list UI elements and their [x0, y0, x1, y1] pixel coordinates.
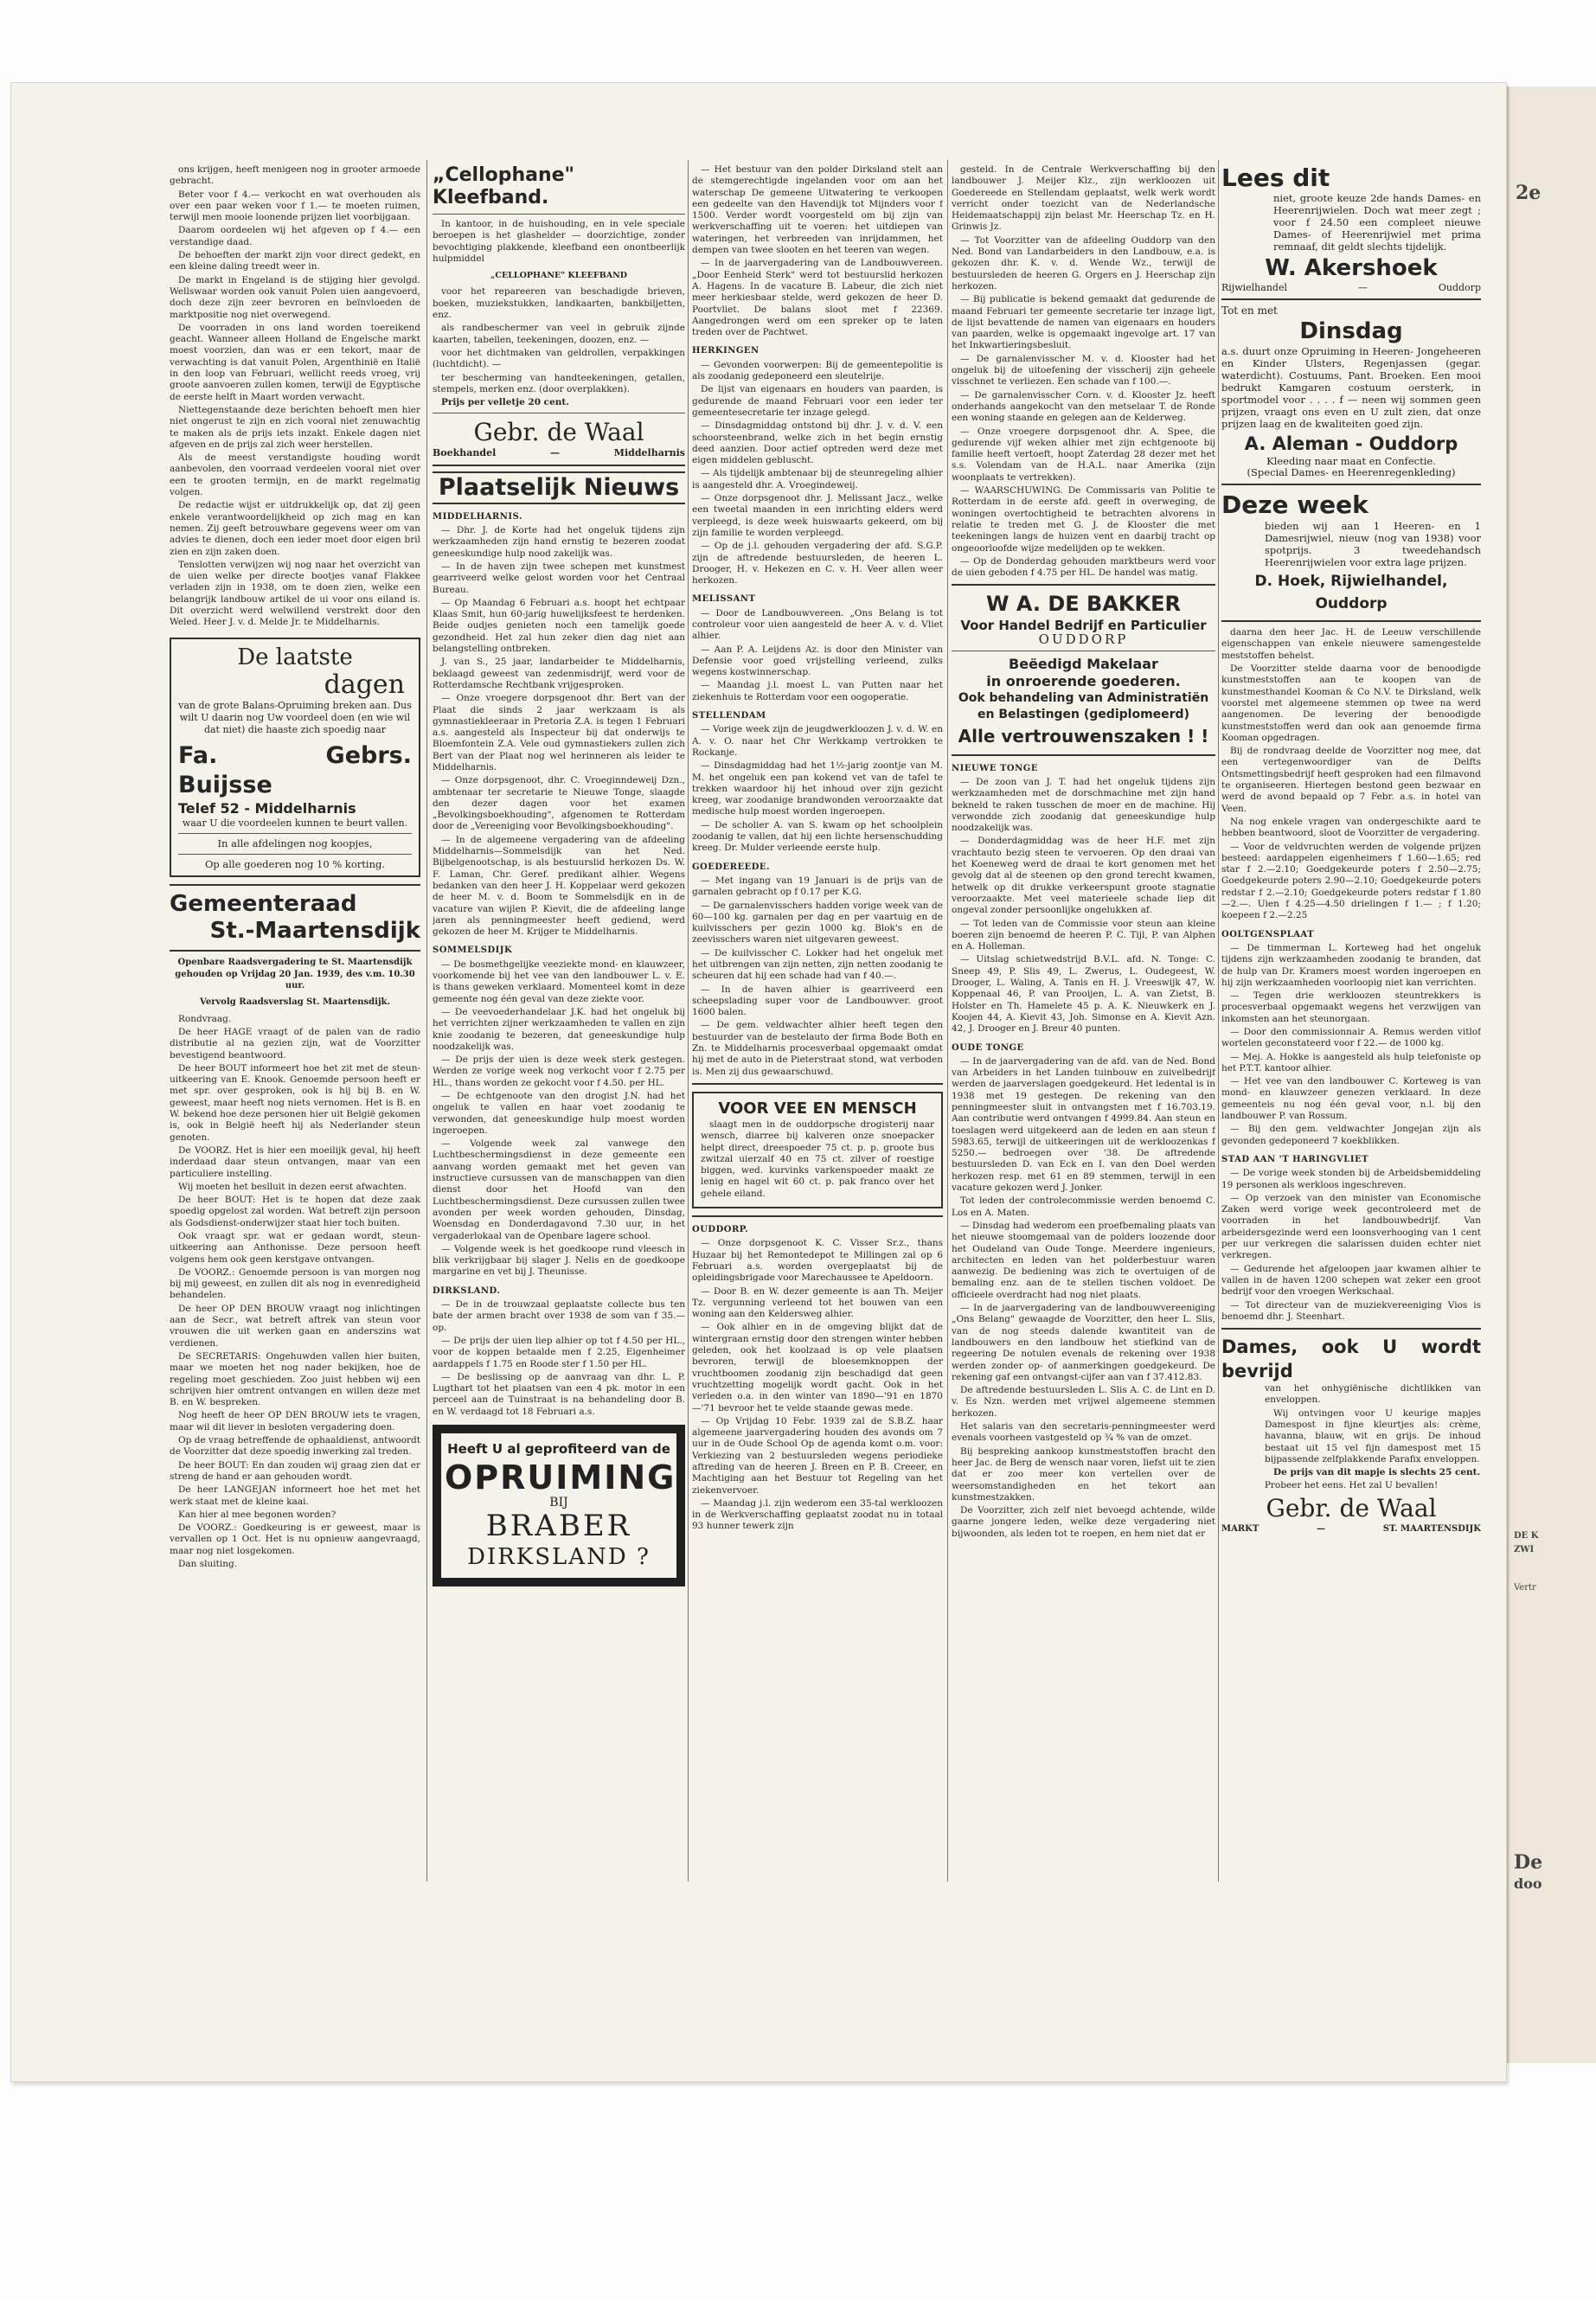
paragraph: — De kuilvisscher C. Lokker had het ongeluk met het uitbrengen van zijn netten, zijn netten zoodanig te scheuren dat hij een schade had van f 40.—. [692, 947, 943, 982]
onion-market-article [170, 164, 420, 629]
ad-firm: Gebr. de Waal [1266, 1493, 1437, 1522]
ad-hoek [1221, 490, 1481, 615]
section-heading: OOLTGENSPLAAT [1221, 929, 1315, 939]
paragraph: Ook vraagt spr. wat er gedaan wordt, steun-uitkeering aan Anthonisse. Deze persoon heeft volgens hem ook geen kerstgave ontvangen. [170, 1231, 420, 1265]
paragraph: — In de jaarvergadering van de Landbouwvereen. „Door Eenheid Sterk" werd tot bestuurslid herkozen A. Hagens. In de vacature B. Labeur, die zich niet meer herkiesbaar stelde, werd gekozen de heer D. Poortvliet. De balans sloot met f 22369. Aangedrongen werd om een spreker op te laten treden over de Pachtwet. [692, 258, 943, 338]
local-news-continued [692, 164, 943, 1078]
column-2: „Cellophane" Kleefband. In kantoor, in de huishouding, en in vele speciale beroepen is het glashelder — doorzichtige, zonder bevochtiging plakkende, kleefband een onontbeerlijk hulpmiddel „CELLOPHANE" KLEEFBAND voor het repareeren van beschadigde brieven, boeken, muziekstukken, landkaarten, bankbiljetten, enz. als randbeschermer van veel in gebruik zijnde kaarten, tabellen, teekeningen, doozen, enz. — voor het dichtmaken van geldrollen, verpakkingen (luchtdicht). — ter bescherming van handteekeningen, getallen, stempels, merken enz. (door overplakken). Prijs per velletje 20 cent. Gebr. de Waal Boekhandel — Middelharnis Plaatselijk Nieuws MIDDELHARNIS. — Dhr. J. de Korte had het ongeluk tijdens zijn werkzaamheden zijn hand ernstig te bezeren zoodat geneeskundige hulp nood zakelijk was. — In de haven zijn twee schepen met kunstmest gearriveerd welke gelost worden voor het Centraal Bureau. — Op Maandag 6 Februari a.s. hoopt het echtpaar Klaas Smit, hun 60-jarig huwelijksfeest te herdenken. Beide oudjes genieten noch een tamelijk goede gezondheid. Het zal hun zeker dien dag niet aan belangstelling ontbreken. J. van S., 25 jaar, landarbeider te Middelharnis, beklaagd geweest van zedenmisdrijf, werd voor de Rotterdamsche Rechtbank vrijgesproken. — Onze vroegere dorpsgenoot dhr. Bert van der Plaat die sinds 2 jaar werkzaam is als gymnastiekleeraar in Pretoria Z.A. is tegen 1 Februari a.s. aangesteld als Inspecteur bij dat onderwijs te Bloemfontein Z.A. Vele oud gymnastiekers zullen zich Bert van der Plaat nog wel herinneren als leider te Middelharnis. — Onze dorpsgenoot, dhr. C. Vroeginndeweij Dzn., ambtenaar ter secretarie te Nieuwe Tonge, slaagde den dezer dagen voor het examen „Bevolkingsboekhouding", afgenomen te Rotterdam door de „Vereeniging voor Bevolkingsboekhouding". — In de algemeene vergadering van de afdeeling Middelharnis—Sommelsdijk van het Ned. Bijbelgenootschap, is als bestuurslid herkozen Ds. W. F. Laman, Chr. Geref. predikant alhier. Wegens bedanken van den heer J. H. Koppelaar werd gekozen de heer M. v. d. Boom te Sommelsdijk en in de vacature van wijlen P. Kievit, die de afdeeling lange jaren als penningmeester heeft gediend, werd gekozen de heer M. Krijger te Middelharnis. SOMMELSDIJK — De bosmethgelijke veeziekte mond- en klauwzeer, voorkomende bij het vee van den landbouwer L. v. E. is thans geweken verklaard. Momenteel komt in deze gemeente nog één geval van deze ziekte voor. — De veevoederhandelaar J.K. had het ongeluk bij het verrichten zijner werkzaamheden te vallen en zijn knie zoodanig te bezeren, dat geneeskundige hulp noodzakelijk was. — De prijs der uien is deze week sterk gestegen. Werden ze vorige week nog verkocht voor f 2.75 per HL., thans worden ze gekocht voor f 4.50. per HL. — De echtgenoote van den drogist J.N. had het ongeluk te vallen en haar voet zoodanig te verwonden, dat geneeskundige hulp moest worden ingeroepen. — Volgende week zal vanwege den Luchtbeschermingsdienst in deze gemeente een aanvang worden gemaakt met het geven van instructieve cursussen van de manschappen van dien dienst door het Hoofd van den Luchtbeschermingsdienst. Deze cursussen zullen twee avonden per week worden gehouden, Dinsdag, Woensdag en Donderdagavond 7.30 uur, in het vergaderlokaal van de Openbare lagere school. — Volgende week is het goedkoope rund vleesch in blik verkrijgbaar bij slager J. Nelis en de goedkoope margarine en vet bij J. Theunisse. DIRKSLAND. — De in de trouwzaal geplaatste collecte bus ten bate der armen bracht over 1938 de som van f 35.— op. — De prijs der uien liep alhier op tot f 4.50 per HL., voor de koppen betaalde men f 2.25, Eigenheimer aardappels f 1.75 en Roode ster f 1.50 per HL. — De beslissing op de aanvraag van dhr. L. P. Lugthart tot het plaatsen van een 4 pk. motor in een perceel aan de Tuinstraat is na behandeling door B. en W. verdaagd tot 18 Februari a.s. Heeft U al geprofiteerd van de OPRUIMING BIJ BRABER DIRKSLAND ? [433, 164, 685, 1903]
ad-title: dagen [324, 669, 405, 700]
paragraph: De VOORZ.: Genoemde persoon is van morgen nog bij mij geweest, en zullen dit als nog in evenredigheid behandelen. [170, 1266, 420, 1301]
ad-slogan: Alle vertrouwenszaken ! ! [958, 725, 1209, 747]
paragraph: — Gevonden voorwerpen: Bij de gemeentepolitie is als zoodanig gedeponeerd een sleutelrije. [692, 359, 943, 382]
paragraph: Kan hier al mee begonen worden? [178, 1509, 337, 1520]
paragraph: — Volgende week zal vanwege den Luchtbeschermingsdienst in deze gemeente een aanvang worden gemaakt met het geven van instructieve cursussen van de manschappen van dien dienst door het Hoofd van den Luchtbeschermingsdienst. Deze cursussen zullen twee avonden per week worden gehouden, Dinsdag, Woensdag en Donderdagavond 7.30 uur, in het vergaderlokaal van de Openbare lagere school. [433, 1138, 685, 1241]
paragraph: De heer OP DEN BROUW vraagt nog inlichtingen aan de Secr., wat betreft aftrek van steun voor vrouwen die uit werken gaan en anderszins wat verdienen. [170, 1303, 420, 1349]
paragraph: De redactie wijst er uitdrukkelijk op, dat zij geen enkele verantwoordelijkheid op zich mag en kan nemen. Zij geeft betrouwbare gegevens weer om van advies te dienen, doch een ieder moet door eigen bril zien en zijn zaken doen. [170, 500, 420, 557]
ad-text: van het onhygiënische dichtlikken van enveloppen. [1265, 1383, 1481, 1406]
paragraph: voor het dichtmaken van geldrollen, verpakkingen (luchtdicht). — [433, 347, 685, 370]
paragraph: — Volgende week is het goedkoope rund vleesch in blik verkrijgbaar bij slager J. Nelis en de goedkoope margarine en vet bij J. Theunisse. [433, 1243, 685, 1278]
ad-vee [692, 1092, 943, 1208]
ad-text: niet, groote keuze 2de hands Dames- en Heerenrijwielen. Doch wat meer zegt ; voor f 24.50 een compleet nieuwe Dames- of Heerenrijwiel met prima remnaaf, dit geldt slechts tijdelijk. [1273, 192, 1481, 253]
nieuwe-tonge-news [952, 777, 1215, 1035]
paragraph: Het salaris van den secretaris-penningmeester werd evenals voorheen vastgesteld op ¾ % van de omzet. [952, 1421, 1215, 1444]
section-heading: STAD AAN 'T HARINGVLIET [1221, 1154, 1369, 1164]
paragraph: De heer LANGEJAN informeert hoe het met het werk staat met de kleine kaai. [170, 1484, 420, 1507]
paragraph: — De vorige week stonden bij de Arbeidsbemiddeling 19 personen als werkloos ingeschreven. [1221, 1168, 1481, 1190]
section-heading: OUDDORP. [692, 1225, 749, 1235]
paragraph: — Bij den gem. veldwachter Jongejan zijn als gevonden gedeponeerd 7 koekblikken. [1221, 1124, 1481, 1146]
paragraph: — De gem. veldwachter alhier heeft tegen den bestuurder van de bestelauto der firma Bode Both en Zn. te Middelharnis procesverbaal opgemaakt omdat hij met de auto in de Pieterstraat stond, wat verboden is. Men zij dus gewaarschuwd. [692, 1020, 943, 1077]
ad-text: Kleeding naar maat en Confectie. [1266, 454, 1436, 467]
meeting-continued [1221, 627, 1481, 921]
column-5 [1221, 164, 1481, 1903]
paragraph: — De timmerman L. Korteweg had het ongeluk tijdens zijn werkzaamheden zoodanig te branden, dat de hulp van Dr. Kramers moest worden ingeroepen en hij zijn werkzaamheden voorloopig niet kan verrichten. [1221, 942, 1481, 988]
section-heading: STELLENDAM [692, 711, 766, 721]
paragraph: — Tot leden van de Commissie voor steun aan kleine boeren zijn benoemd de heeren P. C. Tijl, P. van Alphen en A. Holleman. [952, 918, 1215, 952]
paragraph: — Als tijdelijk ambtenaar bij de steunregeling alhier is aangesteld dhr. A. Vroegindeweij. [692, 468, 943, 490]
ad-firm: BRABER [485, 1509, 632, 1544]
paragraph: De markt in Engeland is de stijging hier gevolgd. Wellswaar worden ook vanuit Polen uien aangevoerd, doch deze zijn zeer bevroren en beïnvloeden de marktpositie nog niet overwegend. [170, 274, 420, 320]
oude-tonge-news [952, 1056, 1215, 1540]
paragraph: — In de jaarvergadering van de afd. van de Ned. Bond van Arbeiders in het Landen tuinbouw en zuivelbedrijf werden de jaarverslagen goedgekeurd. Het ledental is in 1938 met 19 gestegen. De rekening van den penningmeester sluit in ontvangsten met f 16.703.19. Aan contributie werd ontvangen f 4999.84. Aan steun en toeslagen werd uitgekeerd aan de leden en aan steun f 5983.65, terwijl de uitkeeringen uit de werkloozenkas f 5250.— bedroegen over '38. De aftredende bestuursleden D. van Eck en I. van den Doel werden herkozen resp. met 61 en 89 stemmen, terwijl in een vacature gekozen werd J. Jonker. [952, 1055, 1215, 1194]
section-heading: OUDE TONGE [952, 1042, 1024, 1053]
paragraph: — De garnalenvisscher Corn. v. d. Klooster Jz. heeft onderhands aangekocht van den metselaar T. de Ronde een woning staande en gelegen aan de Kelderweg. [952, 389, 1215, 424]
ad-text: BIJ [549, 1496, 568, 1510]
ad-subtitle: „CELLOPHANE" KLEEFBAND [490, 271, 628, 281]
ad-cellophane-title: „Cellophane" Kleefband. [433, 164, 575, 208]
paragraph: Bij de rondvraag deelde de Voorzitter nog mee, dat een vertegenwoordiger van de Delfts Ontsmettingsbedrijf heeft gesproken had een filmavond te organiseeren. Hiertegen bestond geen bezwaar en werd de avond bepaald op 7 Febr. a.s. in hotel van Veen. [1221, 746, 1481, 814]
paragraph: Wij moeten het beslluit in dezen eerst afwachten. [178, 1181, 407, 1192]
column-rule [1218, 160, 1219, 1881]
ad-braber [433, 1425, 685, 1586]
paragraph: — De prijs der uien liep alhier op tot f 4.50 per HL., voor de koppen betaalde men f 2.25, Eigenheimer aardappels f 1.75 en Roode ster f 1.50 per HL. [433, 1335, 685, 1369]
paragraph: — De prijs der uien is deze week sterk gestegen. Werden ze vorige week nog verkocht voor f 2.75 per HL., thans worden ze gekocht voor f 4.50. per HL. [433, 1054, 685, 1088]
ad-firm: A. Aleman - Ouddorp [1244, 433, 1458, 454]
paragraph: — In de algemeene vergadering van de afdeeling Middelharnis—Sommelsdijk van het Ned. Bijbelgenootschap, is als bestuurslid herkozen Ds. W. F. Laman, Chr. Geref. predikant alhier. Wegens bedanken van den heer J. H. Koppelaar werd gekozen de heer M. v. d. Boom te Sommelsdijk en in de vacature van wijlen P. Kievit, die de afdeeling lange jaren als penningmeester heeft gediend, werd gekozen de heer M. Krijger te Middelharnis. [433, 834, 685, 938]
ad-list [433, 286, 685, 395]
ad-price: De prijs van dit mapje is slechts 25 cent. [1273, 1467, 1481, 1478]
paragraph: — Aan P. A. Leijdens Az. is door den Minister van Defensie voor goed vrijstelling verleend, zulks wegens kostwinnerschap. [692, 644, 943, 678]
ad-text: slaagt men in de ouddorpsche drogisterij naar wensch, diarree bij kalveren onze snoepacker helpt direct, dreespoeder 75 ct. p. p. groote bus zwitzal uierzalf 40 en 75 ct. zilver of roestige biggen, wed. kurvinks varkenspoeder maakt ze lenig en hagel wit 60 ct. p. pak franco over het gehele eiland. [701, 1118, 934, 1199]
paragraph: Bij bespreking aankoop kunstmeststoffen bracht den heer Jac. de Berg de wensch naar voren, liefst uit te zien dat er zoo meer kon vertellen over de weersomstandigheden en het tekort aan kunstmestzakken. [952, 1445, 1215, 1503]
paragraph: — WAARSCHUWING. De Commissaris van Politie te Rotterdam in de eerste afd. geeft in overweging, de woningen overtochtigheid te betrachten alvorens in relatie te treden met G. J. de Klooster die met teekeningen langs de huizen vent en daarbij tracht op ongeoorloofde wijze medelijden op te wekken. [952, 485, 1215, 554]
ad-title: De laatste [237, 644, 353, 670]
paragraph: — In de haven alhier is gearriveerd een scheepslading super voor de Landbouwver. groot 1600 balen. [692, 984, 943, 1018]
paragraph: — Ook alhier en in de omgeving blijkt dat de wintergraan ernstig door den strengen winter hebben geleden, ook het koolzaad is op vele plaatsen bevroren, terwijl de bloesemknoppen der vruchtboomen zoodanig zijn beschadigd dat geen vruchtzetting mogelijk wordt gacht. Ook in het verleden o.a. in den winter van 1890—'91 en 1870—'71 bevroor het te velde staande gewas mede. [692, 1322, 943, 1413]
paragraph: Na nog enkele vragen van ondergeschikte aard te hebben beantwoord, sloot de Voorzitter de vergadering. [1221, 816, 1481, 839]
paragraph: Niettegenstaande deze berichten behoeft men hier niet ongerust te zijn en zich vooral niet zenuwachtig te maken als de prijs iets inzakt. Enkele dagen niet afgeven en de prijs zal zich weer herstellen. [170, 404, 420, 450]
paragraph: daarna den heer Jac. H. de Leeuw verschillende eigenschappen van enkele nieuwere samengestelde meststoffen behelst. [1221, 627, 1481, 661]
paragraph: — Mej. A. Hokke is aangesteld als hulp telefoniste op het P.T.T. kantoor alhier. [1221, 1051, 1481, 1074]
paragraph: — Tot directeur van de muziekvereeniging Vios is benoemd dhr. J. Steenhart. [1221, 1299, 1481, 1322]
ad-title: Lees dit [1221, 164, 1330, 192]
paragraph: — Dinsdagmiddag had het 1½-jarig zoontje van M. M. het ongeluk een pan kokend vet van de tafel te trekken waardoor hij het inhoud over zijn gezicht kreeg, war zoodanige brandwonden veroorzaakte dat medische hulp moest worden ingeroepen. [692, 760, 943, 817]
paragraph: — Op Maandag 6 Februari a.s. hoopt het echtpaar Klaas Smit, hun 60-jarig huwelijksfeest te herdenken. Beide oudjes genieten noch een tamelijk goede gezondheid. Het zal hun zeker dien dag niet aan belangstelling ontbreken. [433, 597, 685, 655]
ad-text: Ook behandeling van Administratiën en Belastingen (gediplomeerd) [958, 690, 1209, 721]
paragraph: De heer HAGE vraagt of de palen van de radio distributie al na gezien zijn, wat de Voorzitter bevestigend beantwoord. [170, 1026, 420, 1061]
paragraph: — Uitslag schietwedstrijd B.V.L. afd. N. Tonge: C. Sneep 49, P. Slis 49, L. Zwerus, L. Oudegeest, W. Drooger, L. Waling, A. Tanis en H. J. Vreeswijk 47, W. Koppenaal 46, P. van Prooijen, L. A. van Zietst, B. Holster en Th. Hamelete 45 p. A. K. Nieuwkerk en J. Koojen 44, A. Kievit 43, Joh. Simonse en A. Kievit Azn. 42, J. Drooger en J. Breur 40 punten. [952, 954, 1215, 1035]
ad-price: Prijs per velletje 20 cent. [441, 397, 569, 408]
ouddorp-news-continued [952, 164, 1215, 579]
paragraph: — Dinsdag had wederom een proefbemaling plaats van het nieuwe stoomgemaal van de polders loozende door het Oudeland van Oude Tonge. Meerdere ingenieurs, architecten en leden van het polderbestuur waren aanwezig. De bediening was zich te overtuigen of de bemaling enz. aan de te stellen tischen voldoet. De officieele overdracht had nog niet plaats. [952, 1220, 1215, 1300]
ad-text: Tot en met [1221, 304, 1278, 317]
ad-text: Wij ontvingen voor U keurige mapjes Damespost in fijne kleurtjes als: crème, havanna, blauw, wit en grijs. De inhoud bestaat uit 15 vel fijn damespost met 15 bijpassende zelfplakkende Parafix enveloppen. [1265, 1407, 1481, 1465]
firm-place: ST. MAARTENSDIJK [1382, 1523, 1481, 1534]
edge-fragment: Vertr [1514, 1583, 1536, 1593]
ad-text: In kantoor, in de huishouding, en in vele speciale beroepen is het glashelder — doorzichtige, zonder bevochtiging plakkende, kleefband een onontbeerlijk hulpmiddel [433, 219, 685, 264]
paragraph: Tenslotten verwijzen wij nog naar het overzicht van de uien welke per directe bootjes vanaf Flakkee verladen zijn in 1938, om te doen zien, welke een belangrijk landbouw artikel de ui voor ons eiland is. Dit overzicht werd welwillend verstrekt door den Weled. Heer J. v. d. Melde Jr. te Middelharnis. [170, 559, 420, 628]
paragraph: — De in de trouwzaal geplaatste collecte bus ten bate der armen bracht over 1938 de som van f 35.— op. [433, 1299, 685, 1333]
column-rule [947, 160, 948, 1881]
paragraph: — Door den commissionnair A. Remus werden vitlof wortelen geconstateerd voor f 22.— de 1000 kg. [1221, 1026, 1481, 1049]
paragraph: — De garnalenvisscher M. v. d. Klooster had het ongeluk bij de uitoefening der visscherij zijn geheele visschnet te verliezen. Een schade van f 100.—. [952, 353, 1215, 388]
paragraph: — Bij publicatie is bekend gemaakt dat gedurende de maand Februari ter gemeente secretarie ter inzage ligt, de lijst bevattende de namen van eigenaars en houders van paarden, welke is opgemaakt ingevolge art. 17 van het Inkwartieringsbesluit. [952, 294, 1215, 351]
ad-firm: W A. DE BAKKER [986, 592, 1181, 617]
paragraph: — Dinsdagmiddag ontstond bij dhr. J. v. d. V. een schoorsteenbrand, welke zich in het begin ernstig deed aanzien. Door actief optreden werd deze met eigen middelen gebluscht. [692, 420, 943, 466]
ad-text: Heeft U al geprofiteerd van de [447, 1441, 670, 1458]
ouddorp-news [692, 1238, 943, 1532]
paragraph: — De echtgenoote van den drogist J.N. had het ongeluk te vallen en haar voet zoodanig te verwonden, dat geneeskundige hulp moest worden ingeroepen. [433, 1091, 685, 1136]
paragraph: — Onze vroegere dorpsgenoot dhr. A. Spee, die gedurende vijf weken alhier met zijn echtgenoote bij familie heeft vertoeft, hoopt Zaterdag 28 dezer met het s.s. Volendam van de H.A.L. naar Amerika (zijn woonplaats te vertrekken). [952, 426, 1215, 483]
paragraph: — Tegen drie werkloozen steuntrekkers is procesverbaal opgemaakt wegens het verzwijgen van inkomsten aan het steunorgaan. [1221, 990, 1481, 1024]
paragraph: Dan sluiting. [178, 1559, 238, 1570]
paragraph: De Voorzitter stelde daarna voor de benoodigde kunstmeststoffen aan te koopen van de kunstmesthandel Kooman & Co N.V. te Dirksland, welk voorstel met algemeene stemmen op twee na werd aangenomen. De levering der benoodigde kunstmeststoffen werd dan ook aan genoemde firma Kooman opgedragen. [1221, 663, 1481, 743]
column-4 [952, 164, 1215, 1903]
edge-page-number: 2e [1516, 182, 1542, 204]
column-rule [688, 160, 689, 1881]
ad-title: Dinsdag [1299, 317, 1403, 344]
local-news [433, 511, 685, 1418]
section-heading: MELISSANT [692, 594, 756, 605]
paragraph: De VOORZ.: Goedkeuring is er geweest, maar is vervallen op 1 Oct. Het is nu opnieuw aangevraagd, maar nog niet losgekomen. [170, 1522, 420, 1556]
haringvliet-news [1221, 1168, 1481, 1323]
paragraph: De heer BOUT informeert hoe het zit met de steun-uitkeering van E. Knook. Genoemde persoon heeft er met spr. over gesproken, ook is hij bij B. en W. geweest, maar heeft nog niets vernomen. Het is B. en W. bekend hoe deze personen hier uit België gekomen is, ook in België heeft hij als Nederlander steun genoten. [170, 1062, 420, 1143]
paragraph: — De veevoederhandelaar J.K. had het ongeluk bij het verrichten zijner werkzaamheden te vallen en zijn knie zoodanig te bezeren, dat geneeskundige hulp noodzakelijk was. [433, 1006, 685, 1052]
paragraph: De VOORZ. Het is hier een moeilijk geval, hij heeft inderdaad daar steun ontvangen, maar van een particuliere instelling. [170, 1144, 420, 1179]
paragraph: — Door de Landbouwvereen. „Ons Belang is tot controleur voor uien aangesteld de heer A. v. d. Vliet alhier. [692, 607, 943, 642]
paragraph: — De bosmethgelijke veeziekte mond- en klauwzeer, voorkomende bij het vee van den landbouwer L. v. E. is thans geweken verklaard. Momenteel komt in deze gemeente nog één geval van deze ziekte voor. [433, 958, 685, 1004]
paragraph: J. van S., 25 jaar, landarbeider te Middelharnis, beklaagd geweest van zedenmisdrijf, werd voor de Rotterdamsche Rechtbank vrijgesproken. [433, 657, 685, 690]
ad-place: DIRKSLAND ? [467, 1544, 651, 1571]
column-3 [692, 164, 943, 1903]
paragraph: De heer BOUT: Het is te hopen dat deze zaak spoedig opgelost zal worden. Wat betreft zijn persoon als Godsdienst-onderwijzer staat hier toch buiten. [170, 1195, 420, 1228]
council-report [170, 1014, 420, 1571]
ad-text: Probeer het eens. Het zal U bevallen! [1264, 1480, 1439, 1491]
paragraph: De behoeften der markt zijn voor direct gedekt, en een kleine daling treedt weer in. [170, 250, 420, 272]
ooltgensplaat-news [1221, 943, 1481, 1147]
paragraph: Tot leden der controlecommissie werden benoemd C. Los en A. Maten. [952, 1195, 1215, 1218]
firm-place: Ouddorp [1438, 282, 1481, 293]
ad-text: in onroerende goederen. [986, 672, 1181, 689]
ad-text: bieden wij aan 1 Heeren- en 1 Damesrijwiel, nieuw (nog van 1938) voor spotprijs. 3 tweedehandsch Heerenrijwielen voor extra lage prijzen. [1265, 520, 1481, 569]
firm-place: Middelharnis [613, 447, 685, 459]
paragraph: gesteld. In de Centrale Werkverschaffing bij den landbouwer J. Meijer Klz., zijn werkloozen uit Goedereede en Stellendam geplaatst, welk werk wordt verricht onder toezicht van de Nederlandsche Heidemaatschappij zijn belast Mr. Heerschap Tz. en H. Grinwis Jz. [952, 164, 1215, 233]
ad-buijsse [170, 638, 420, 878]
section-header: Plaatselijk Nieuws [433, 471, 685, 504]
edge-fragment: De [1514, 1851, 1543, 1874]
section-title: St.-Maartensdijk [209, 918, 420, 945]
paragraph: — Het bestuur van den polder Dirksland stelt aan de stemgerechtigde ingelanden voor om aan het waterschap De gemeene Uitwatering te verkoopen een gedeelte van den Havendijk tot Mijnders voor f 1500. Verder wordt voorgesteld om bij zijn van werkverschaffing uit te voeren: het uitdiepen van wateringen, het verbreeden van inrijdammen, het dempen van twee slooten en het teeren van wegen. [692, 164, 943, 256]
edge-fragment: doo [1514, 1875, 1542, 1892]
paragraph: — Het vee van den landbouwer C. Korteweg is van mond- en klauwzeer genezen verklaard. In deze gemeenteis nu nog één geval voor, n.l. bij den landbouwer P. van Rossum. [1221, 1076, 1481, 1122]
ad-aleman [1221, 305, 1481, 478]
section-heading: DIRKSLAND. [433, 1285, 501, 1296]
ad-title: Deze week [1221, 490, 1368, 520]
ad-text: waar U die voordeelen kunnen te beurt vallen. [182, 817, 408, 829]
section-heading: MIDDELHARNIS. [433, 511, 522, 522]
paragraph: ons krijgen, heeft menigeen nog in grooter armoede gebracht. [170, 164, 420, 187]
firm-name: Gebr. de Waal [473, 418, 644, 447]
paragraph: voor het repareeren van beschadigde brieven, boeken, muziekstukken, landkaarten, bankbiljetten, enz. [433, 286, 685, 321]
paragraph: — Maandag j.l. moest L. van Putten naar het ziekenhuis te Rotterdam voor een oogoperatie. [692, 680, 943, 702]
paragraph: Als de meest verstandigste houding wordt aanbevolen, den voorraad verdeelen vooral niet over een te grooten termijn, en de markt regelmatig volgen. [170, 452, 420, 498]
paragraph: — Onze dorpsgenoot dhr. J. Melissant Jacz., welke een tweetal maanden in een inrichting elders werd verpleegd, is deze week huiswaarts gekeerd, om bij zijn familie te worden verpleegd. [692, 493, 943, 538]
paragraph: Beter voor f 4.— verkocht en wat overhouden als over een paar weken voor f 1.— te moeten ruimen, terwijl men mooie loonende prijzen liet voorbijgaan. [170, 189, 420, 223]
section-heading: NIEUWE TONGE [952, 763, 1038, 773]
section-heading: HERKINGEN [692, 346, 760, 356]
ad-bakker [952, 591, 1215, 748]
paragraph: — Op verzoek van den minister van Economische Zaken werd vorige week gecontroleerd met de voorraden in het landbouwbedrijf. Van arbeidersgezinde werd een loonsverhooging van 1 cent per uur verkregen die salarissen duiden echter niet verkregen. [1221, 1192, 1481, 1261]
paragraph: — In de haven zijn twee schepen met kunstmest gearriveerd welke gelost worden voor het Centraal Bureau. [433, 561, 685, 595]
paragraph: — De zoon van J. T. had het ongeluk tijdens zijn werkzaamheden met de dorschmachine met zijn hand bekneld te raken tusschen de moer en de machine. Hij verwondde zich zoodanig dat geneeskundige hulp noodzakelijk was. [952, 776, 1215, 834]
section-heading: GOEDEREEDE. [692, 862, 770, 872]
ad-title: OPRUIMING [445, 1458, 676, 1497]
paragraph: — Door B. en W. dezer gemeente is aan Th. Meijer Tz. vergunning verleend tot het bouwen van een woning aan den Keldersweg alhier. [692, 1285, 943, 1320]
ad-subtitle: Voor Handel Bedrijf en Particulier [960, 618, 1207, 634]
ad-title: Dames, ook U wordt bevrijd [1221, 1336, 1481, 1382]
paragraph: — De scholier A. van S. kwam op het schoolplein zoodanig te vallen, dat hij een lichte hersenschudding kreeg. Dr. Mulder verleende eerste hulp. [692, 819, 943, 854]
ad-text: van de grote Balans-Opruiming breken aan. Dus wilt U daarin nog Uw voordeel doen (en wie wil dat niet) die haaste zich spoedig naar [178, 699, 412, 735]
meeting-subtitle: Openbare Raadsvergadering te St. Maartensdijk gehouden op Vrijdag 20 Jan. 1939, des v.m. 10.30 uur. [175, 958, 415, 991]
paragraph: De SECRETARIS: Ongehuwden vallen hier buiten, maar we moeten het nog nader bekijken, hoe de regeling moet geschieden. Zoo juist hebben wij een schrijven hier omtrent ontvangen en willen deze met B. en W. bespreken. [170, 1350, 420, 1408]
firm-type: Boekhandel [433, 447, 497, 459]
firm-type: Rijwielhandel [1221, 282, 1287, 293]
ad-text: Op alle goederen nog 10 % korting. [204, 858, 386, 871]
paragraph: — Tot Voorzitter van de afdeeling Ouddorp van den Ned. Bond van Landarbeiders in den Landbouw, e.a. is gekozen dhr. K. v. d. Wende Wz., terwijl de bestuursleden de heeren G. Orgers en J. Heerschap zijn herkozen. [952, 234, 1215, 292]
column-rule [426, 160, 427, 1881]
ad-text: a.s. duurt onze Opruiming in Heeren- Jongeheeren en Kinder Ulsters, Regenjassen (gegar. waterdicht). Costuums, Pant. Broeken. Een mooi bedrukt Kamgaren costuum oersterk, in sportmodel voor . . . . f — neen wij sommen geen prijzen, vraagt ons even en U zult zien, dat onze prijzen laag en de kwaliteiten goed zijn. [1221, 344, 1481, 430]
paragraph: Op de vraag betreffende de ophaaldienst, antwoordt de Voorzitter dat deze spoedig inwerking zal treden. [170, 1435, 420, 1458]
paragraph: — De garnalenvisschers hadden vorige week van de 60—100 kg. garnalen per dag en per vaartuig en de kuilvisschers per gezin 1000 kg. Blok's en de zeevisschers waren niet uitgevaren geweest. [692, 900, 943, 945]
paragraph: Rondvraag. [178, 1013, 232, 1024]
paragraph: Nog heeft de heer OP DEN BROUW iets te vragen, maar wil dit liever in besloten vergadering doen. [170, 1410, 420, 1433]
column-1 [170, 164, 420, 1903]
paragraph: — Voor de veldvruchten werden de volgende prijzen besteed: aardappelen eigenheimers f 1.60—1.65; red star f 2.—2.10; Goedgekeurde poters f 2.50—2.75; Goedgekeurde poters 2.90—2.10; Goedgekeurde poters redstar f 2.—2.10; Goedgekeurde poters redstar f 1.80—2.—. Uien f 4.25—4.50 drielingen f 1.— ; f 1.20; koepeen f 2.—2.25 [1221, 841, 1481, 921]
section-heading: SOMMELSDIJK [433, 945, 513, 956]
ad-firm: D. Hoek, Rijwielhandel, Ouddorp [1254, 573, 1448, 613]
section-title: Gemeenteraad [170, 891, 357, 918]
paragraph: De Voorzitter, zich zelf niet bevoegd achtende, wilde gaarne jongere leden, welke deze vergadering niet bijwoonden, als leden tot te roepen, en hem niet dat er [952, 1505, 1215, 1539]
paragraph: Daarom oordeelen wij het afgeven op f 4.— een verstandige daad. [170, 225, 420, 247]
edge-fragment: ZWI [1514, 1545, 1535, 1554]
paragraph: — Dhr. J. de Korte had het ongeluk tijdens zijn werkzaamheden zijn hand ernstig te bezeren zoodat geneeskundige hulp nood zakelijk was. [433, 525, 685, 559]
ad-text: In alle afdelingen nog koopjes, [217, 836, 373, 849]
paragraph: — In de jaarvergadering van de landbouwvereeniging „Ons Belang" gewaagde de Voorzitter, den heer L. Slis, van de nog steeds dalende kwantiteit van de landbouwers en den landbouw het stiefkind van de regeering De notulen evenals de rekening over 1938 werden zonder op- of aanmerkingen goedgekeurd. De rekening gaf een ontvangst-cijfer aan van f 37.412.83. [952, 1303, 1215, 1382]
edge-fragment: DE K [1514, 1531, 1539, 1541]
paragraph: De aftredende bestuursleden L. Slis A. C. de Lint en D. v. Es Nzn. werden met vrijwel algemeene stemmen herkozen. [952, 1385, 1215, 1419]
firm-place: MARKT [1221, 1523, 1259, 1534]
ad-firm: Fa. Gebrs. Buijsse [178, 741, 412, 798]
paragraph: — De beslissing op de aanvraag van dhr. L. P. Lugthart tot het plaatsen van een 4 pk. motor in een perceel aan de Tuinstraat is na behandeling door B. en W. verdaagd tot 18 Februari a.s. [433, 1371, 685, 1417]
paragraph: — Vorige week zijn de jeugdwerkloozen J. v. d. W. en A. v. O. naar het Chr Werkkamp vertrokken te Rockanje. [692, 724, 943, 758]
ad-title: VOOR VEE EN MENSCH [718, 1099, 917, 1118]
paragraph: als randbeschermer van veel in gebruik zijnde kaarten, tabellen, teekeningen, doozen, enz. — [433, 323, 685, 345]
paragraph: — Onze dorpsgenoot K. C. Visser Sr.z., thans Huzaar bij het Remontedepot te Millingen zal op 6 Februari a.s. worden overgeplaatst bij de opleidingsbrigade voor Marechaussee te Apeldoorn. [692, 1238, 943, 1284]
next-page-edge [1507, 87, 1596, 2063]
paragraph: — Met ingang van 19 Januari is de prijs van de garnalen gebracht op f 0.17 per K.G. [692, 875, 943, 898]
ad-akershoek: Lees dit niet, groote keuze 2de hands Dames- en Heerenrijwielen. Doch wat meer zegt ; voor f 24.50 een compleet nieuwe Dames- of Heerenrijwiel met prima remnaaf, dit geldt slechts tijdelijk. W. Akershoek Rijwielhandel — Ouddorp [1221, 164, 1481, 293]
ad-place: OUDDORP [1038, 631, 1129, 648]
paragraph: — Op de j.l. gehouden vergadering der afd. S.G.P. zijn de aftredende bestuursleden, de heeren L. Drooger, H. v. Hekezen en C. v. H. Veer allen weer herkozen. [692, 541, 943, 586]
paragraph: — Op Vrijdag 10 Febr. 1939 zal de S.B.Z. haar algemeene jaarvergadering houden des avonds om 7 uur in de Oude School Op de agenda komt o.m. voor: Verkiezing van 2 bestuursleden wegens periodieke aftreding van de heeren J. Breen en P. B. Creeer, en Machtiging aan het Bestuur tot Regeling van het ziekenvervoer. [692, 1415, 943, 1496]
paragraph: — Gedurende het afgeloopen jaar kwamen alhier te vallen in de haven 1200 schepen wat zeker een groot bedrijf voor den vroegen Werkschaal. [1221, 1263, 1481, 1298]
paragraph: ter bescherming van handteekeningen, getallen, stempels, merken enz. (door overplakken). [433, 372, 685, 394]
paragraph: — Maandag j.l. zijn wederom een 35-tal werkloozen in de Werkverschaffing geplaatst zoodat nu in totaal 93 hunner tewerk zijn [692, 1497, 943, 1532]
ad-firm: W. Akershoek [1265, 255, 1438, 281]
ad-phone: Telef 52 - Middelharnis [178, 799, 356, 817]
paragraph: — Onze vroegere dorpsgenoot dhr. Bert van der Plaat die sinds 2 jaar werkzaam is als gymnastiekleeraar in Pretoria Z.A. is tegen 1 Februari a.s. aangesteld als Inspecteur bij dat onderwijs te Bloemfontein Z.A. Vele oud gymnastiekers zullen zich Bert van der Plaat nog wel herinneren als leider te Middelharnis. [433, 693, 685, 772]
paragraph: De voorraden in ons land worden toereikend geacht. Wanneer alleen Holland de Engelsche markt moest voorzien, dan was er een tekort, maar de verwachting is dat vanuit Polen, Argenthinië en Italië in den loop van Februari, wellicht reeds vroeg, vrij groote aanvoeren zullen komen, terwijl de Egyptische de eerste helft in Maart worden verwacht. [170, 322, 420, 402]
paragraph: — Donderdagmiddag was de heer H.F. met zijn vrachtauto bezig steen te vervoeren. Op den draai van het Koeneweg werd de draai te kort genomen met het gevolg dat al de steenen op den grond terecht kwamen, hetwelk op dit drukke verkeerspunt groote stagnatie veroorzaakte. Met veel materieele schade liep dit ongeval zonder persoonlijke ongelukken af. [952, 836, 1215, 916]
paragraph: — Onze dorpsgenoot, dhr. C. Vroeginndeweij Dzn., ambtenaar ter secretarie te Nieuwe Tonge, slaagde den dezer dagen voor het examen „Bevolkingsboekhouding", afgenomen te Rotterdam door de „Vereeniging voor Bevolkingsboekhouding". [433, 775, 685, 832]
ad-text: Beëedigd Makelaar [1009, 655, 1158, 672]
paragraph: De heer BOUT: En dan zouden wij graag zien dat er streng de hand er aan gehouden wordt. [170, 1459, 420, 1482]
paragraph: — Op de Donderdag gehouden marktbeurs werd voor de uien geboden f 4.75 per HL. De handel was matig. [952, 555, 1215, 579]
ad-text: (Special Dames- en Heerenregenkleding) [1247, 465, 1456, 478]
ad-dames: Dames, ook U wordt bevrijd van het onhygiënische dichtlikken van enveloppen. Wij ontvingen voor U keurige mapjes Damespost in fijne kleurtjes als: crème, havanna, blauw, wit en grijs. De inhoud bestaat uit 15 vel fijn damespost met 15 bijpassende zelfplakkende Parafix enveloppen. De prijs van dit mapje is slechts 25 cent. Probeer het eens. Het zal U bevallen! Gebr. de Waal MARKT — ST. MAARTENSDIJK [1221, 1336, 1481, 1534]
meeting-subtitle: Vervolg Raadsverslag St. Maartensdijk. [200, 997, 390, 1008]
paragraph: De lijst van eigenaars en houders van paarden, is gedurende de maand Februari voor een ieder ter gemeentesecretarie ter inzage gelegd. [692, 384, 943, 418]
